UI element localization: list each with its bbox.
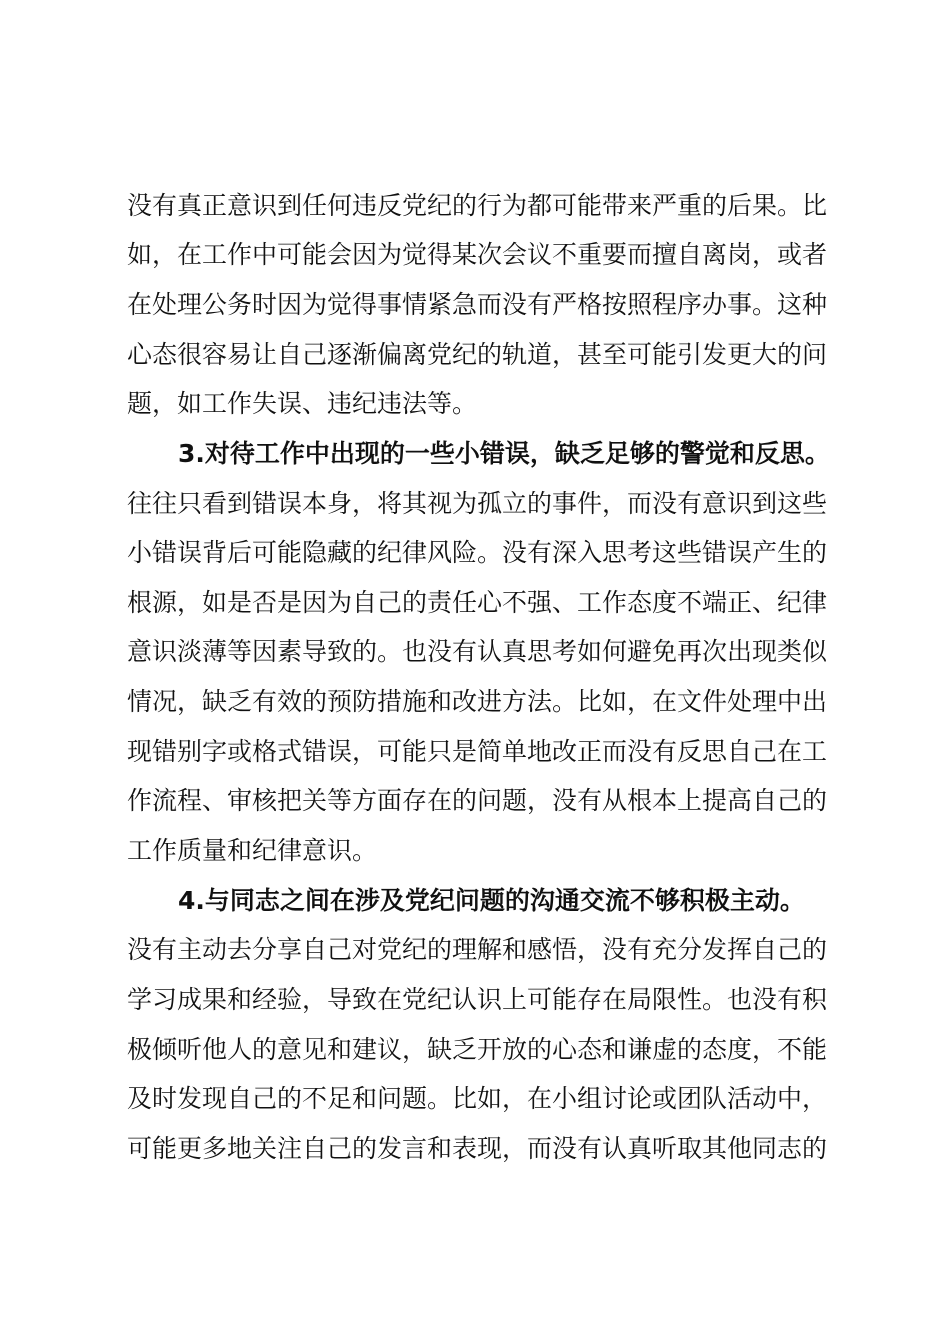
body-text-line: 题，如工作失误、违纪违法等。 xyxy=(127,389,478,418)
body-text-line: 没有真正意识到任何违反党纪的行为都可能带来严重的后果。比 xyxy=(127,191,828,220)
body-text-line: 心态很容易让自己逐渐偏离党纪的轨道，甚至可能引发更大的问 xyxy=(127,340,828,369)
body-text-line: 工作质量和纪律意识。 xyxy=(127,836,378,865)
body-text-line: 作流程、审核把关等方面存在的问题，没有从根本上提高自己的 xyxy=(127,786,828,815)
body-text-line: 可能更多地关注自己的发言和表现，而没有认真听取其他同志的 xyxy=(127,1134,828,1163)
body-text-line: 学习成果和经验，导致在党纪认识上可能存在局限性。也没有积 xyxy=(127,985,828,1014)
body-text-line: 极倾听他人的意见和建议，缺乏开放的心态和谦虚的态度，不能 xyxy=(127,1035,828,1064)
section-heading-3: 3.对待工作中出现的一些小错误，缺乏足够的警觉和反思。 xyxy=(178,439,830,468)
section-heading-4: 4.与同志之间在涉及党纪问题的沟通交流不够积极主动。 xyxy=(178,886,805,915)
body-text-line: 现错别字或格式错误，可能只是简单地改正而没有反思自己在工 xyxy=(127,737,828,766)
body-text-line: 情况，缺乏有效的预防措施和改进方法。比如，在文件处理中出 xyxy=(127,687,828,716)
body-text-line: 往往只看到错误本身，将其视为孤立的事件，而没有意识到这些 xyxy=(127,489,828,518)
body-text-line: 意识淡薄等因素导致的。也没有认真思考如何避免再次出现类似 xyxy=(127,637,828,666)
body-text-line: 小错误背后可能隐藏的纪律风险。没有深入思考这些错误产生的 xyxy=(127,538,828,567)
body-text-line: 及时发现自己的不足和问题。比如，在小组讨论或团队活动中， xyxy=(127,1084,828,1113)
body-text-line: 如，在工作中可能会因为觉得某次会议不重要而擅自离岗，或者 xyxy=(127,240,828,269)
body-text-line: 根源，如是否是因为自己的责任心不强、工作态度不端正、纪律 xyxy=(127,588,828,617)
body-text-line: 没有主动去分享自己对党纪的理解和感悟，没有充分发挥自己的 xyxy=(127,935,828,964)
body-text-line: 在处理公务时因为觉得事情紧急而没有严格按照程序办事。这种 xyxy=(127,290,828,319)
